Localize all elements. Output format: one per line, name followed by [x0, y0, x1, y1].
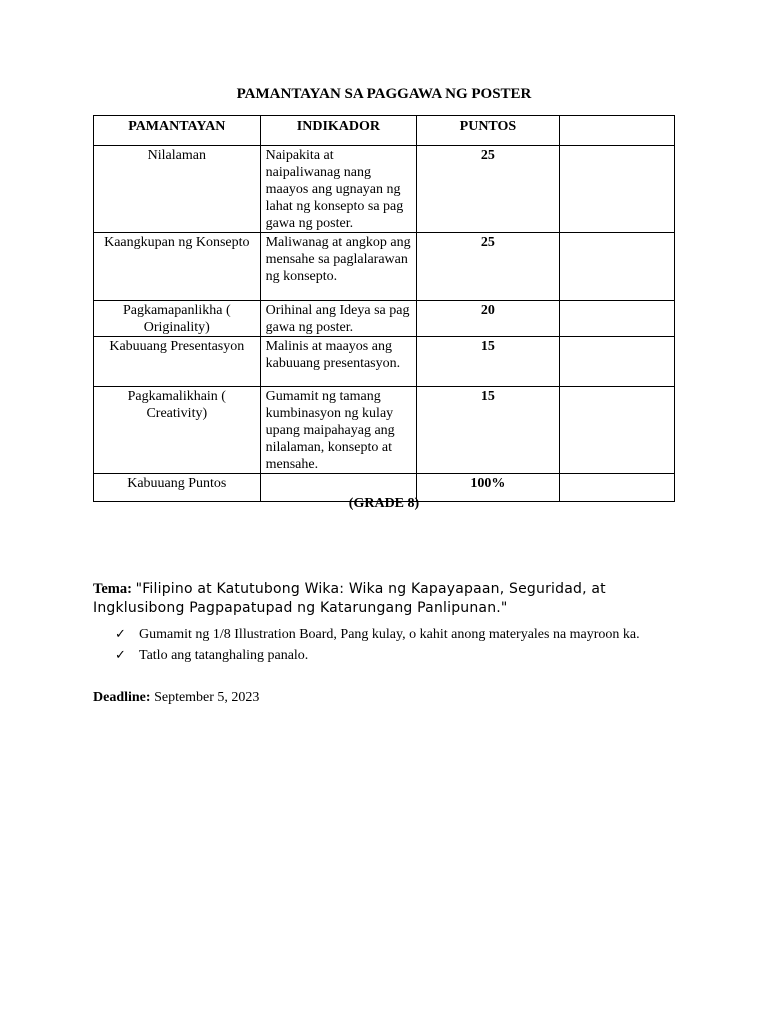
criterion-cell: Kaangkupan ng Konsepto: [94, 233, 261, 301]
rubric-table: [93, 115, 675, 502]
header-pamantayan: PAMANTAYAN: [94, 116, 261, 146]
theme-text: "Filipino at Katutubong Wika: Wika ng Kapayapaan, Seguridad, at Ingklusibong Pagpapatupad ng Katarungang Panlipunan.": [93, 581, 606, 616]
points-cell: 25: [417, 233, 559, 301]
theme-paragraph: [93, 580, 683, 618]
table-header-row: [94, 116, 675, 146]
check-icon: ✓: [115, 648, 126, 663]
grade-label: (GRADE 8): [348, 496, 420, 511]
table-row: [94, 233, 675, 301]
requirement-text: Gumamit ng 1/8 Illustration Board, Pang kulay, o kahit anong materyales na mayroon ka.: [139, 627, 640, 642]
criterion-cell: Pagkamapanlikha ( Originality): [94, 301, 261, 337]
list-item: [93, 647, 683, 664]
check-icon: ✓: [115, 627, 126, 642]
header-indikador: INDIKADOR: [260, 116, 417, 146]
table-row: [94, 301, 675, 337]
deadline-value: September 5, 2023: [154, 690, 260, 705]
indicator-cell: Naipakita at naipaliwanag nang maayos ang ugnayan ng lahat ng konsepto sa pag gawa ng poster.: [260, 146, 417, 233]
header-puntos: PUNTOS: [417, 116, 559, 146]
indicator-cell: Malinis at maayos ang kabuuang presentasyon.: [260, 337, 417, 387]
points-cell: 100%: [417, 474, 559, 502]
deadline-label: Deadline:: [93, 690, 151, 705]
criterion-cell: Kabuuang Presentasyon: [94, 337, 261, 387]
extra-cell: [559, 146, 674, 233]
extra-cell: [559, 301, 674, 337]
document-title: PAMANTAYAN SA PAGGAWA NG POSTER: [236, 86, 532, 102]
table-row: [94, 337, 675, 387]
header-blank: [559, 116, 674, 146]
points-cell: 20: [417, 301, 559, 337]
indicator-cell: Gumamit ng tamang kumbinasyon ng kulay upang maipahayag ang nilalaman, konsepto at mensahe.: [260, 387, 417, 474]
indicator-cell: Maliwanag at angkop ang mensahe sa paglalarawan ng konsepto.: [260, 233, 417, 301]
extra-cell: [559, 387, 674, 474]
requirement-text: Tatlo ang tatanghaling panalo.: [139, 648, 309, 663]
extra-cell: [559, 233, 674, 301]
table-row: [94, 146, 675, 233]
criterion-cell: Pagkamalikhain ( Creativity): [94, 387, 261, 474]
requirements-list: [93, 626, 683, 668]
indicator-cell: Orihinal ang Ideya sa pag gawa ng poster.: [260, 301, 417, 337]
criterion-cell: Kabuuang Puntos: [94, 474, 261, 502]
theme-label: Tema:: [93, 581, 132, 597]
list-item: [93, 626, 683, 643]
points-cell: 15: [417, 387, 559, 474]
deadline-line: [93, 690, 259, 706]
table-row: [94, 387, 675, 474]
extra-cell: [559, 337, 674, 387]
criterion-cell: Nilalaman: [94, 146, 261, 233]
points-cell: 25: [417, 146, 559, 233]
points-cell: 15: [417, 337, 559, 387]
